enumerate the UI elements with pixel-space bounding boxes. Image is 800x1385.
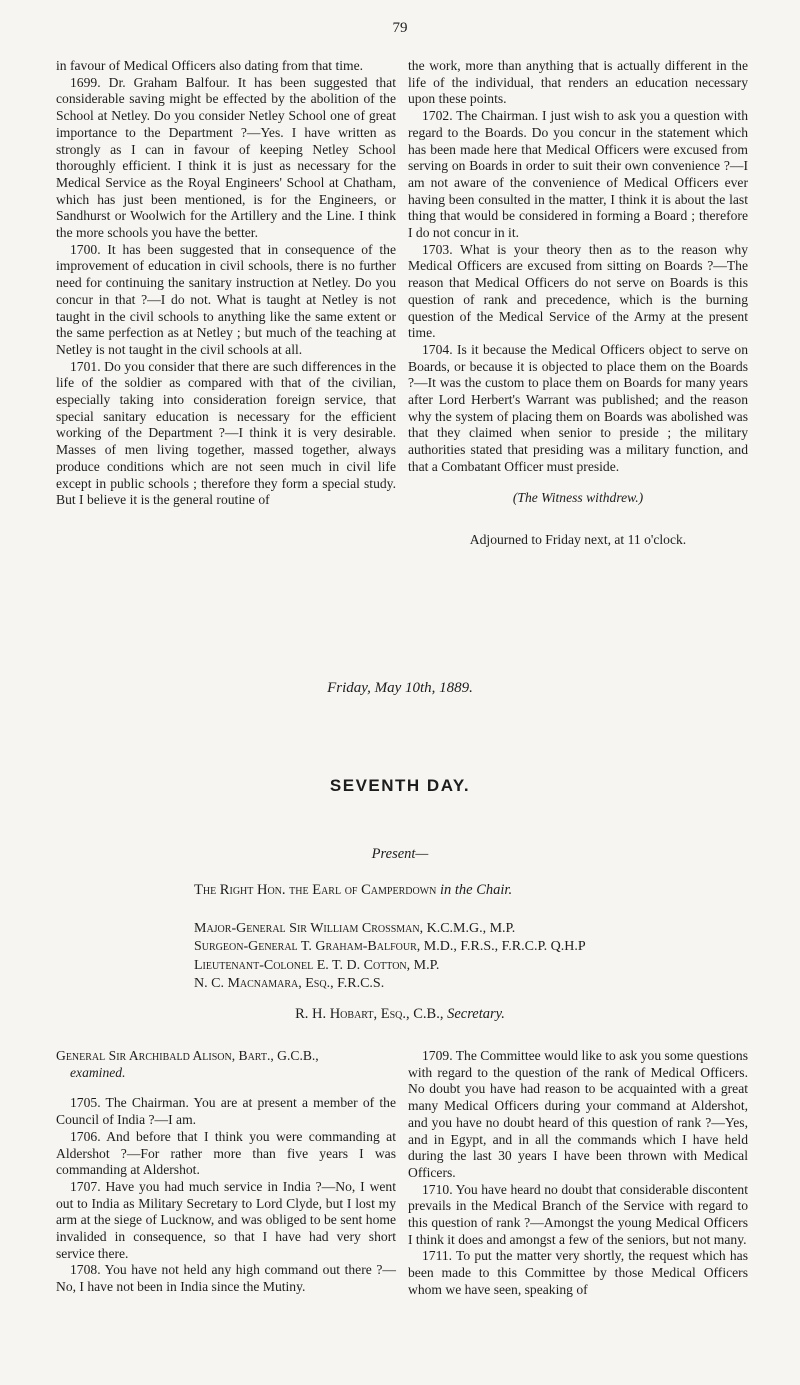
chairman-line xyxy=(194,882,512,899)
paragraph: 1703. What is your theory then as to the reason why Medical Officers are excused from sitting on Boards ?—The reason that Medical Officers do not serve on Boards is this question of rank and precedence, which is the burning question of the Medical Service of the Army at the present time. xyxy=(408,241,748,341)
member-entry: Lieutenant-Colonel E. T. D. Cotton, M.P. xyxy=(194,957,440,973)
right-column-top xyxy=(408,58,748,549)
session-date: Friday, May 10th, 1889. xyxy=(327,680,473,696)
witness-examined: examined. xyxy=(70,1064,126,1080)
member-entry: N. C. Macnamara, Esq., F.R.C.S. xyxy=(194,976,385,992)
paragraph: 1708. You have not held any high command out there ?—No, I have not been in India since the Mutiny. xyxy=(56,1262,396,1295)
chairman-suffix: in the Chair. xyxy=(439,882,513,898)
paragraph: 1706. And before that I think you were commanding at Aldershot ?—For rather more than five years I was commanding at Aldershot. xyxy=(56,1128,396,1178)
page-number: 79 xyxy=(392,20,408,36)
secretary-name: R. H. Hobart, Esq., C.B., xyxy=(295,1006,444,1022)
member-entry: Surgeon-General T. Graham-Balfour, M.D., F.R.S., F.R.C.P. Q.H.P xyxy=(194,939,586,955)
paragraph: 1699. Dr. Graham Balfour. It has been suggested that considerable saving might be effected by the abolition of the School at Netley. Do you consider Netley School one of great importance to the Department ?—Yes. I have written as strongly as I can in favour of keeping Netley School thoroughly efficient. I think it is just as necessary for the Medical Service as the Royal Engineers' School at Chatham, which has just been mentioned, is for the Engineers, or Sandhurst or Woolwich for the Artillery and the Line. I think the more schools you have the better. xyxy=(56,74,396,241)
members-list xyxy=(194,920,586,994)
paragraph: 1705. The Chairman. You are at present a member of the Council of India ?—I am. xyxy=(56,1095,396,1128)
paragraph: 1709. The Committee would like to ask you some questions with regard to the question of the rank of Medical Officers. No doubt you have had reason to be acquainted with a great many Medical Officers during your command at Aldershot, and you have no doubt heard of this question of rank ?—Yes, and in Egypt, and in all the commands which I have held during the last 30 years I have been thrown with Medical Officers. xyxy=(408,1048,748,1180)
right-column-bottom xyxy=(408,1048,748,1299)
paragraph: 1711. To put the matter very shortly, the request which has been made to this Committee by those Medical Officers whom we have seen, speaking of xyxy=(408,1248,748,1297)
paragraph: in favour of Medical Officers also dating from that time. xyxy=(56,58,364,73)
day-heading: SEVENTH DAY. xyxy=(329,776,471,795)
chairman-name: The Right Hon. the Earl of Camperdown xyxy=(194,882,437,898)
adjournment-note: Adjourned to Friday next, at 11 o'clock. xyxy=(469,532,687,548)
secretary-line xyxy=(0,1006,800,1023)
left-column-top xyxy=(56,58,396,509)
paragraph: 1710. You have heard no doubt that considerable discontent prevails in the Medical Branch of the Service with regard to this question of rank ?—Amongst the young Medical Officers I think it does and amongst a few of the seniors, but not many. xyxy=(408,1181,748,1247)
left-column-bottom xyxy=(56,1048,396,1296)
paragraph: the work, more than anything that is actually different in the life of the individual, that renders an education necessary upon these points. xyxy=(408,58,748,107)
present-label: Present— xyxy=(371,846,429,862)
paragraph: 1702. The Chairman. I just wish to ask you a question with regard to the Boards. Do you concur in the statement which has been made here that Medical Officers were excused from serving on Boards in order to suit their own convenience ?—I am not aware of the convenience of Medical Officers ever having been consulted in the matter, I think it is about the last thing that would be considered in forming a Board ; therefore I do not concur in it. xyxy=(408,108,748,241)
witness-withdrew-note: (The Witness withdrew.) xyxy=(512,489,644,505)
paragraph: 1704. Is it because the Medical Officers object to serve on Boards, or because it is objected to place them on the Boards ?—It was the custom to place them on Boards for many years after Lord Herbert's Warrant was published; and the reason why the system of placing them on Boards was abolished was that they claimed when senior to preside ; the military authorities stated that presiding was a military function, and that a Combatant Officer must preside. xyxy=(408,341,748,474)
secretary-role: Secretary. xyxy=(447,1006,505,1022)
member-entry: Major-General Sir William Crossman, K.C.M.G., M.P. xyxy=(194,921,516,936)
paragraph: 1700. It has been suggested that in consequence of the improvement of education in civil schools, there is no further need for continuing the sanitary instruction at Netley. Do you concur in that ?—I do not. What is taught at Netley is not taught in the civil schools to anything like the same extent or the same perfection as at Netley ; but much of the teaching at Netley is not taught in the civil schools at all. xyxy=(56,241,396,357)
paragraph: 1701. Do you consider that there are such differences in the life of the soldier as compared with that of the civilian, especially taking into consideration foreign service, that special sanitary education is necessary for the efficient working of the Department ?—I think it is very desirable. Masses of men living together, massed together, always produce conditions which are not seen much in civil life except in public schools ; therefore they form a special study. But I believe it is the general routine of xyxy=(56,358,396,508)
witness-name: General Sir Archibald Alison, Bart., G.C.B., xyxy=(56,1048,319,1063)
paragraph: 1707. Have you had much service in India ?—No, I went out to India as Military Secretary to Lord Clyde, but I lost my arm at the siege of Lucknow, and was obliged to be sent home invalided in consequence, so that I have had very short service there. xyxy=(56,1178,396,1261)
